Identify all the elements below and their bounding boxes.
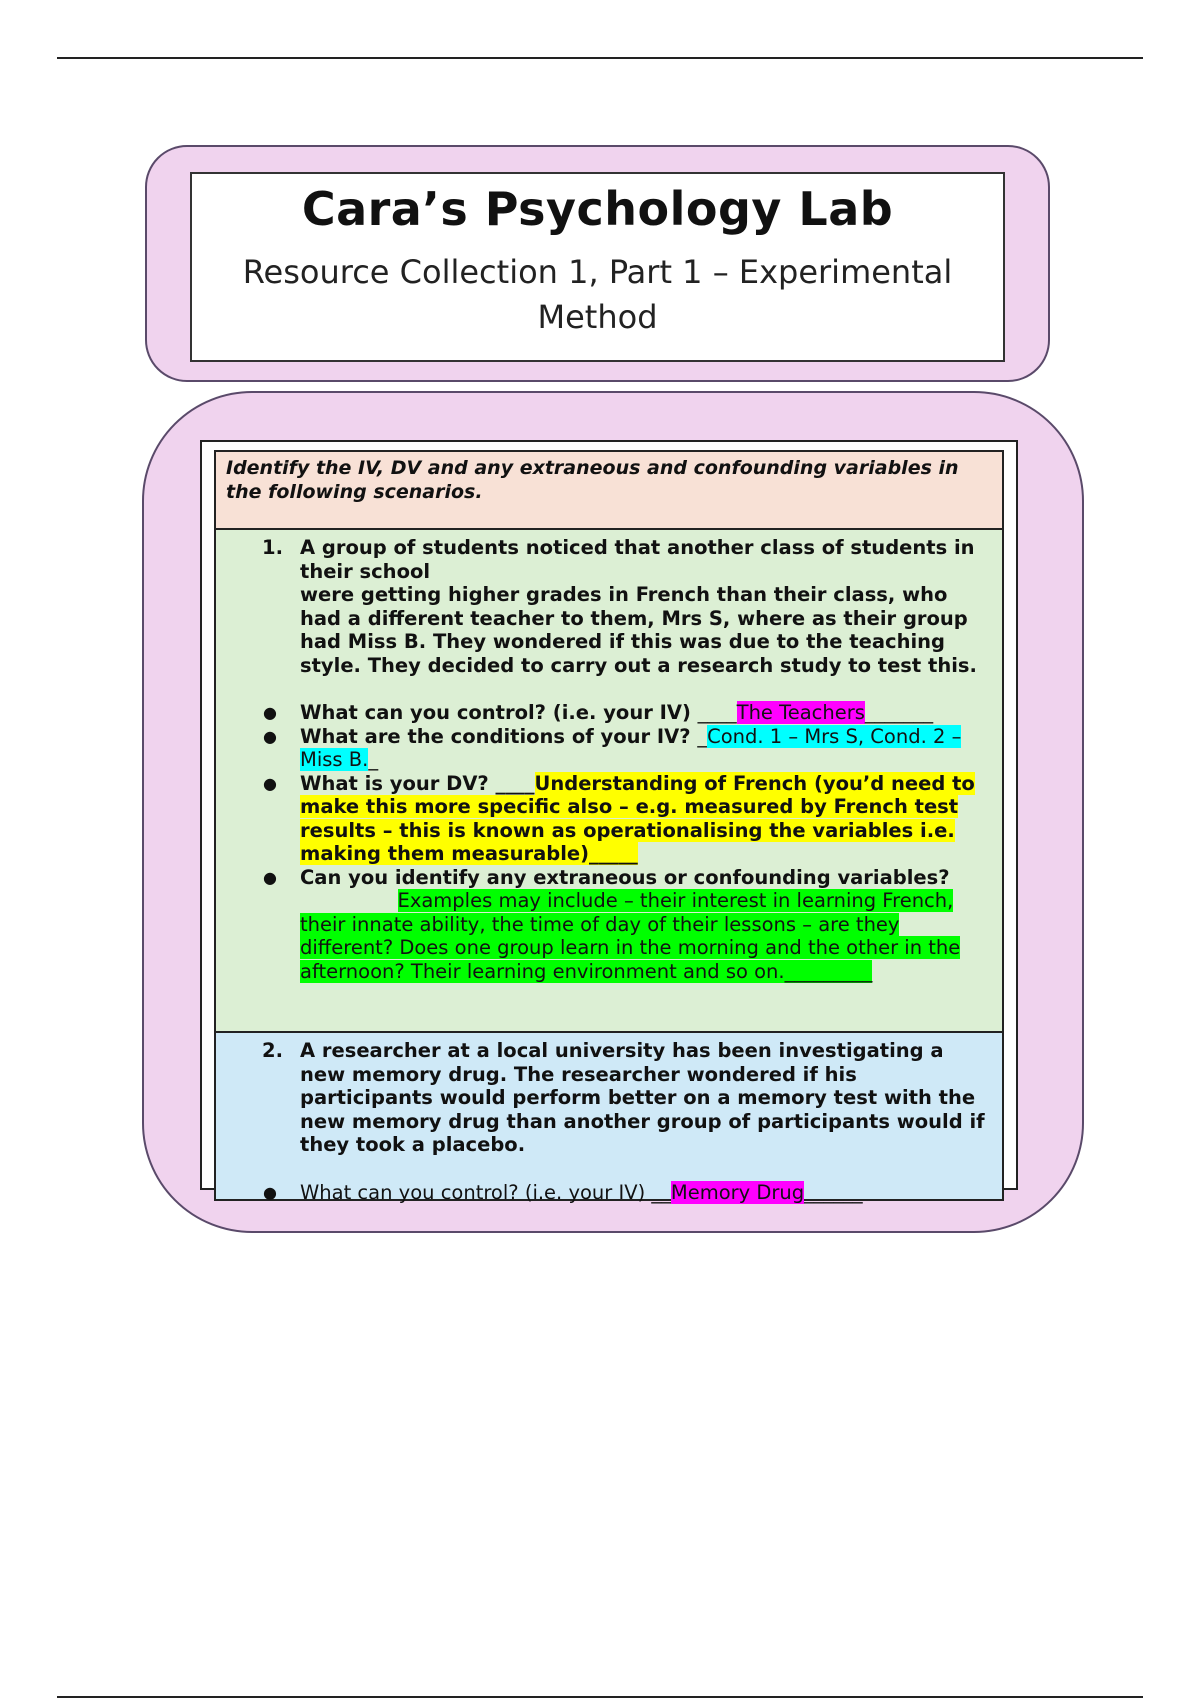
iv-blank-pre: ____: [697, 701, 737, 724]
bullet-icon: ●: [263, 1182, 277, 1202]
extraneous-blank-pre: __________: [300, 889, 398, 912]
scenario-2-iv-item: [216, 1181, 1002, 1205]
bullet-icon: ●: [263, 773, 277, 793]
scenario-2-number: 2.: [262, 1039, 283, 1062]
iv2-blank-post: ______: [804, 1180, 863, 1204]
scenario-1-section: [214, 528, 1004, 1033]
instructions-text: Identify the IV, DV and any extraneous and confounding variables in the following scenarios.: [226, 457, 959, 503]
iv2-question: What can you control? (i.e. your IV): [300, 1180, 652, 1204]
scenario-1-text-line1: A group of students noticed that another class of students in their school: [300, 536, 975, 583]
scenario-1-dv-item: [216, 772, 1002, 866]
bullet-icon: ●: [263, 867, 277, 887]
conditions-answer: Cond. 1 – Mrs S, Cond. 2 – Miss B.: [300, 724, 962, 771]
conditions-question: What are the conditions of your IV?: [300, 724, 698, 748]
scenario-1-number: 1.: [262, 536, 283, 559]
bottom-rule: [57, 1696, 1143, 1698]
scenario-2-text: A researcher at a local university has been investigating a new memory drug. The researcher wondered if his participants would perform better on a memory test with the new memory drug than another group of participants would if they took a placebo.: [300, 1039, 985, 1156]
worksheet-frame: [200, 440, 1018, 1204]
extraneous-blank-post: _________: [784, 959, 873, 983]
scenario-2-section: [214, 1031, 1004, 1204]
iv-question: What can you control? (i.e. your IV): [300, 701, 698, 724]
iv-answer: The Teachers: [736, 701, 865, 724]
scenario-1-text-line2: were getting higher grades in French than their class, who had a different teacher to them, Mrs S, where as their group had Miss B. They wondered if this was due to the teaching style. They decided to carry out a research study to test this.: [300, 583, 977, 677]
dv-blank-post: _____: [589, 842, 638, 865]
scenario-2-question: [216, 1039, 1002, 1157]
page-subtitle: Resource Collection 1, Part 1 – Experimental Method: [242, 253, 953, 336]
dv-answer: Understanding of French (you’d need to make this more specific also – e.g. measured by French test results – this is known as operationalising the variables i.e. making them measurable): [300, 771, 975, 865]
iv-blank-post: _______: [864, 701, 934, 724]
page-title: Cara’s Psychology Lab: [301, 182, 894, 236]
conditions-blank-post: _: [368, 748, 379, 771]
bullet-icon: ●: [263, 703, 277, 722]
scenario-1-iv-item: [216, 701, 1002, 725]
iv2-answer: Memory Drug: [670, 1180, 805, 1204]
extraneous-answer: Examples may include – their interest in learning French, their innate ability, the time of day of their lessons – are they different? Does one group learn in the morning and the other in the afternoon? Their learning environment and so on.: [300, 889, 961, 983]
header-box: [190, 172, 1005, 362]
scenario-1-conditions-item: [216, 725, 1002, 772]
conditions-blank-pre: _: [697, 724, 708, 748]
dv-question: What is your DV?: [300, 771, 496, 795]
extraneous-question: Can you identify any extraneous or confounding variables?: [300, 865, 950, 889]
bullet-icon: ●: [263, 726, 277, 746]
scenario-1-question: [216, 536, 1002, 677]
dv-blank-pre: ____: [495, 771, 535, 795]
iv2-blank-pre: __: [651, 1180, 671, 1204]
scenario-1-extraneous-item: [216, 866, 1002, 984]
instructions-section: [214, 450, 1004, 530]
top-rule: [57, 57, 1143, 59]
